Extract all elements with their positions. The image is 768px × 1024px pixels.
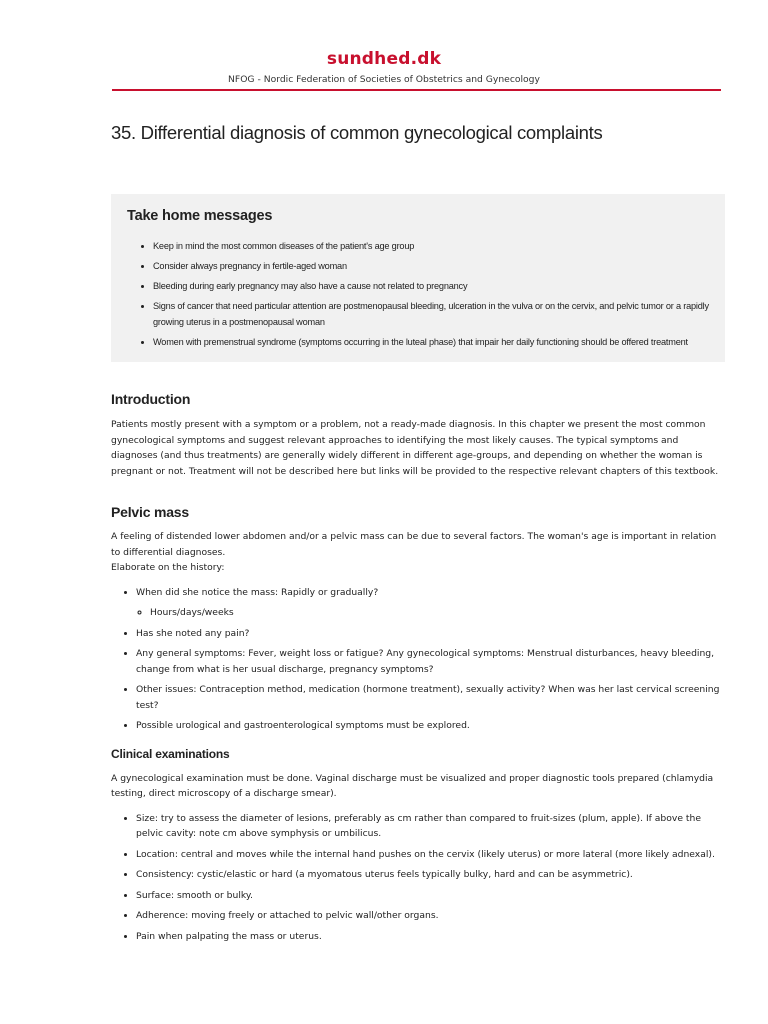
list-item: • Pain when palpating the mass or uterus.: [136, 929, 725, 945]
list-item: • Consider always pregnancy in fertile-aged woman: [153, 258, 709, 274]
list-item-text: When did she notice the mass: Rapidly or gradually?: [136, 586, 379, 598]
page-title: 35. Differential diagnosis of common gynecological complaints: [111, 122, 603, 143]
take-home-box: [111, 194, 725, 362]
pelvic-mass-heading: Pelvic mass: [111, 504, 189, 520]
organization-name: NFOG - Nordic Federation of Societies of Obstetrics and Gynecology: [228, 74, 540, 85]
list-item: • Women with premenstrual syndrome (symptoms occurring in the luteal phase) that impair her daily functioning should be offered treatment: [153, 334, 709, 350]
list-item: • Bleeding during early pregnancy may also have a cause not related to pregnancy: [153, 278, 709, 294]
main-content: [111, 121, 725, 949]
sub-list: [136, 605, 725, 621]
header: [0, 0, 768, 87]
history-intro: Elaborate on the history:: [111, 562, 225, 573]
introduction-text: Patients mostly present with a symptom or a problem, not a ready-made diagnosis. In this chapter we present the most common gynecological symptoms and suggest relevant approaches to identifying the most likely causes. The typical symptoms and diagnoses (and thus treatments) are generally widely different in different age-groups, and depending on whether the woman is pregnant or not. Treatment will not be described here but links will be provided to the respective relevant chapters of this textbook.: [111, 419, 719, 477]
introduction-heading: Introduction: [111, 391, 191, 407]
site-logo[interactable]: sundhed.dk: [326, 49, 442, 69]
list-item: • Size: try to assess the diameter of lesions, preferably as cm rather than compared to fruit-sizes (plum, apple). If above the pelvic cavity: note cm above symphysis or umbilicus.: [136, 811, 725, 842]
list-item: • Consistency: cystic/elastic or hard (a myomatous uterus feels typically bulky, hard and can be asymmetric).: [136, 867, 725, 883]
sub-list-item: ◦ Hours/days/weeks: [150, 605, 725, 621]
clinical-examinations-heading: Clinical examinations: [111, 746, 230, 761]
list-item: • Has she noted any pain?: [136, 626, 725, 642]
list-item: • Adherence: moving freely or attached to pelvic wall/other organs.: [136, 908, 725, 924]
list-item: • Other issues: Contraception method, medication (hormone treatment), sexually activity? When was her last cervical screening test?: [136, 682, 725, 713]
clinical-text: A gynecological examination must be done. Vaginal discharge must be visualized and proper diagnostic tools prepared (chlamydia testing, direct microscopy of a discharge smear).: [111, 772, 714, 799]
history-list: [111, 585, 725, 734]
list-item: [136, 585, 725, 621]
pelvic-mass-text: A feeling of distended lower abdomen and/or a pelvic mass can be due to several factors. The woman's age is important in relation to differential diagnoses.: [111, 531, 717, 558]
clinical-list: [111, 811, 725, 945]
list-item: • Location: central and moves while the internal hand pushes on the cervix (likely uterus) or more lateral (more likely adnexal).: [136, 847, 725, 863]
list-item: • Any general symptoms: Fever, weight loss or fatigue? Any gynecological symptoms: Menstrual disturbances, heavy bleeding, change from what is her usual discharge, pregnancy symptoms?: [136, 646, 725, 677]
header-divider: [112, 89, 721, 91]
list-item: • Surface: smooth or bulky.: [136, 888, 725, 904]
list-item: • Signs of cancer that need particular attention are postmenopausal bleeding, ulceration in the vulva or on the cervix, and pelvic tumor or a rapidly growing uterus in a postmenopausal woman: [153, 298, 709, 330]
list-item: • Keep in mind the most common diseases of the patient's age group: [153, 238, 709, 254]
list-item: • Possible urological and gastroenterological symptoms must be explored.: [136, 718, 725, 734]
take-home-heading: Take home messages: [127, 208, 273, 224]
take-home-list: [127, 238, 709, 350]
